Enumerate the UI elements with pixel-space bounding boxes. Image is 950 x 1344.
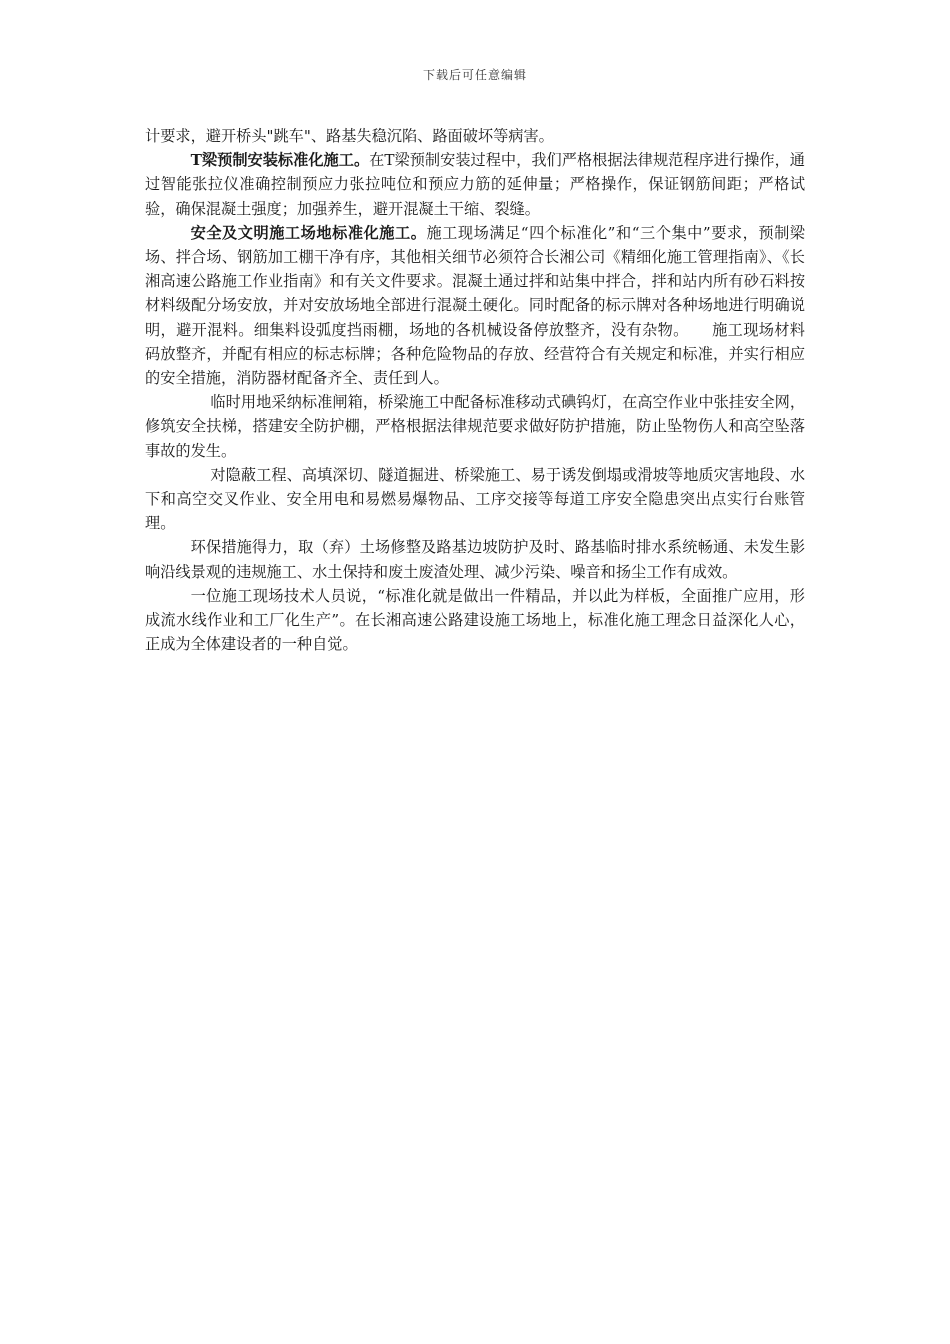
paragraph-text: 环保措施得力，取（弃）土场修整及路基边坡防护及时、路基临时排水系统畅通、未发生影响沿线景观的违规施工、水土保持和废土废渣处理、减少污染、噪音和扬尘工作有成效。 [145, 538, 805, 581]
paragraph-environment [145, 535, 805, 583]
paragraph-text: 计要求，避开桥头"跳车"、路基失稳沉陷、路面破坏等病害。 [145, 127, 554, 145]
paragraph-site-safety [145, 221, 805, 390]
paragraph-text: 临时用地采纳标准闸箱，桥梁施工中配备标准移动式碘钨灯，在高空作业中张挂安全网，修筑安全扶梯，搭建安全防护棚，严格根据法律规范要求做好防护措施，防止坠物伤人和高空坠落事故的发生。 [145, 393, 805, 460]
paragraph-text: 一位施工现场技术人员说，“标准化就是做出一件精品，并以此为样板，全面推广应用，形成流水线作业和工厂化生产”。在长湘高速公路建设施工场地上，标准化施工理念日益深化人心，正成为全体建设者的一种自觉。 [145, 586, 805, 654]
paragraph-heading: T梁预制安装标准化施工。 [190, 151, 370, 170]
paragraph-heading: 安全及文明施工场地标准化施工。 [190, 223, 427, 242]
page-header: 下载后可任意编辑 [422, 68, 527, 82]
paragraph-quote [145, 584, 805, 657]
paragraph-temporary-land [145, 390, 805, 463]
paragraph-text: 施工现场满足“四个标准化”和“三个集中”要求，预制梁场、拌合场、钢筋加工棚干净有序，其他相关细节必须符合长湘公司《精细化施工管理指南》、《长湘高速公路施工作业指南》和有关文件要求。混凝土通过拌和站集中拌合，拌和站内所有砂石料按材料级配分场安放，并对安放场地全部进行混凝土硬化。同时配备的标示牌对各种场地进行明确说明，避开混料。细集料设弧度挡雨棚，场地的各机械设备停放整齐，没有杂物。 施工现场材料码放整齐，并配有相应的标志标牌；各种危险物品的存放、经营符合有关规定和标准，并实行相应的安全措施，消防器材配备齐全、责任到人。 [145, 223, 805, 388]
paragraph-text: 对隐蔽工程、高填深切、隧道掘进、桥梁施工、易于诱发倒塌或滑坡等地质灾害地段、水下和高空交叉作业、安全用电和易燃易爆物品、工序交接等每道工序安全隐患突出点实行台账管理。 [145, 465, 805, 533]
paragraph-hazard-ledger [145, 463, 805, 536]
paragraph-t-beam [145, 148, 805, 221]
document-body [145, 124, 805, 656]
paragraph-continuation [145, 124, 805, 148]
paragraph-text: 在T梁预制安装过程中，我们严格根据法律规范程序进行操作，通过智能张拉仪准确控制预应力张拉吨位和预应力筋的延伸量；严格操作，保证钢筋间距；严格试验，确保混凝土强度；加强养生，避开混凝土干缩、裂缝。 [145, 151, 805, 218]
